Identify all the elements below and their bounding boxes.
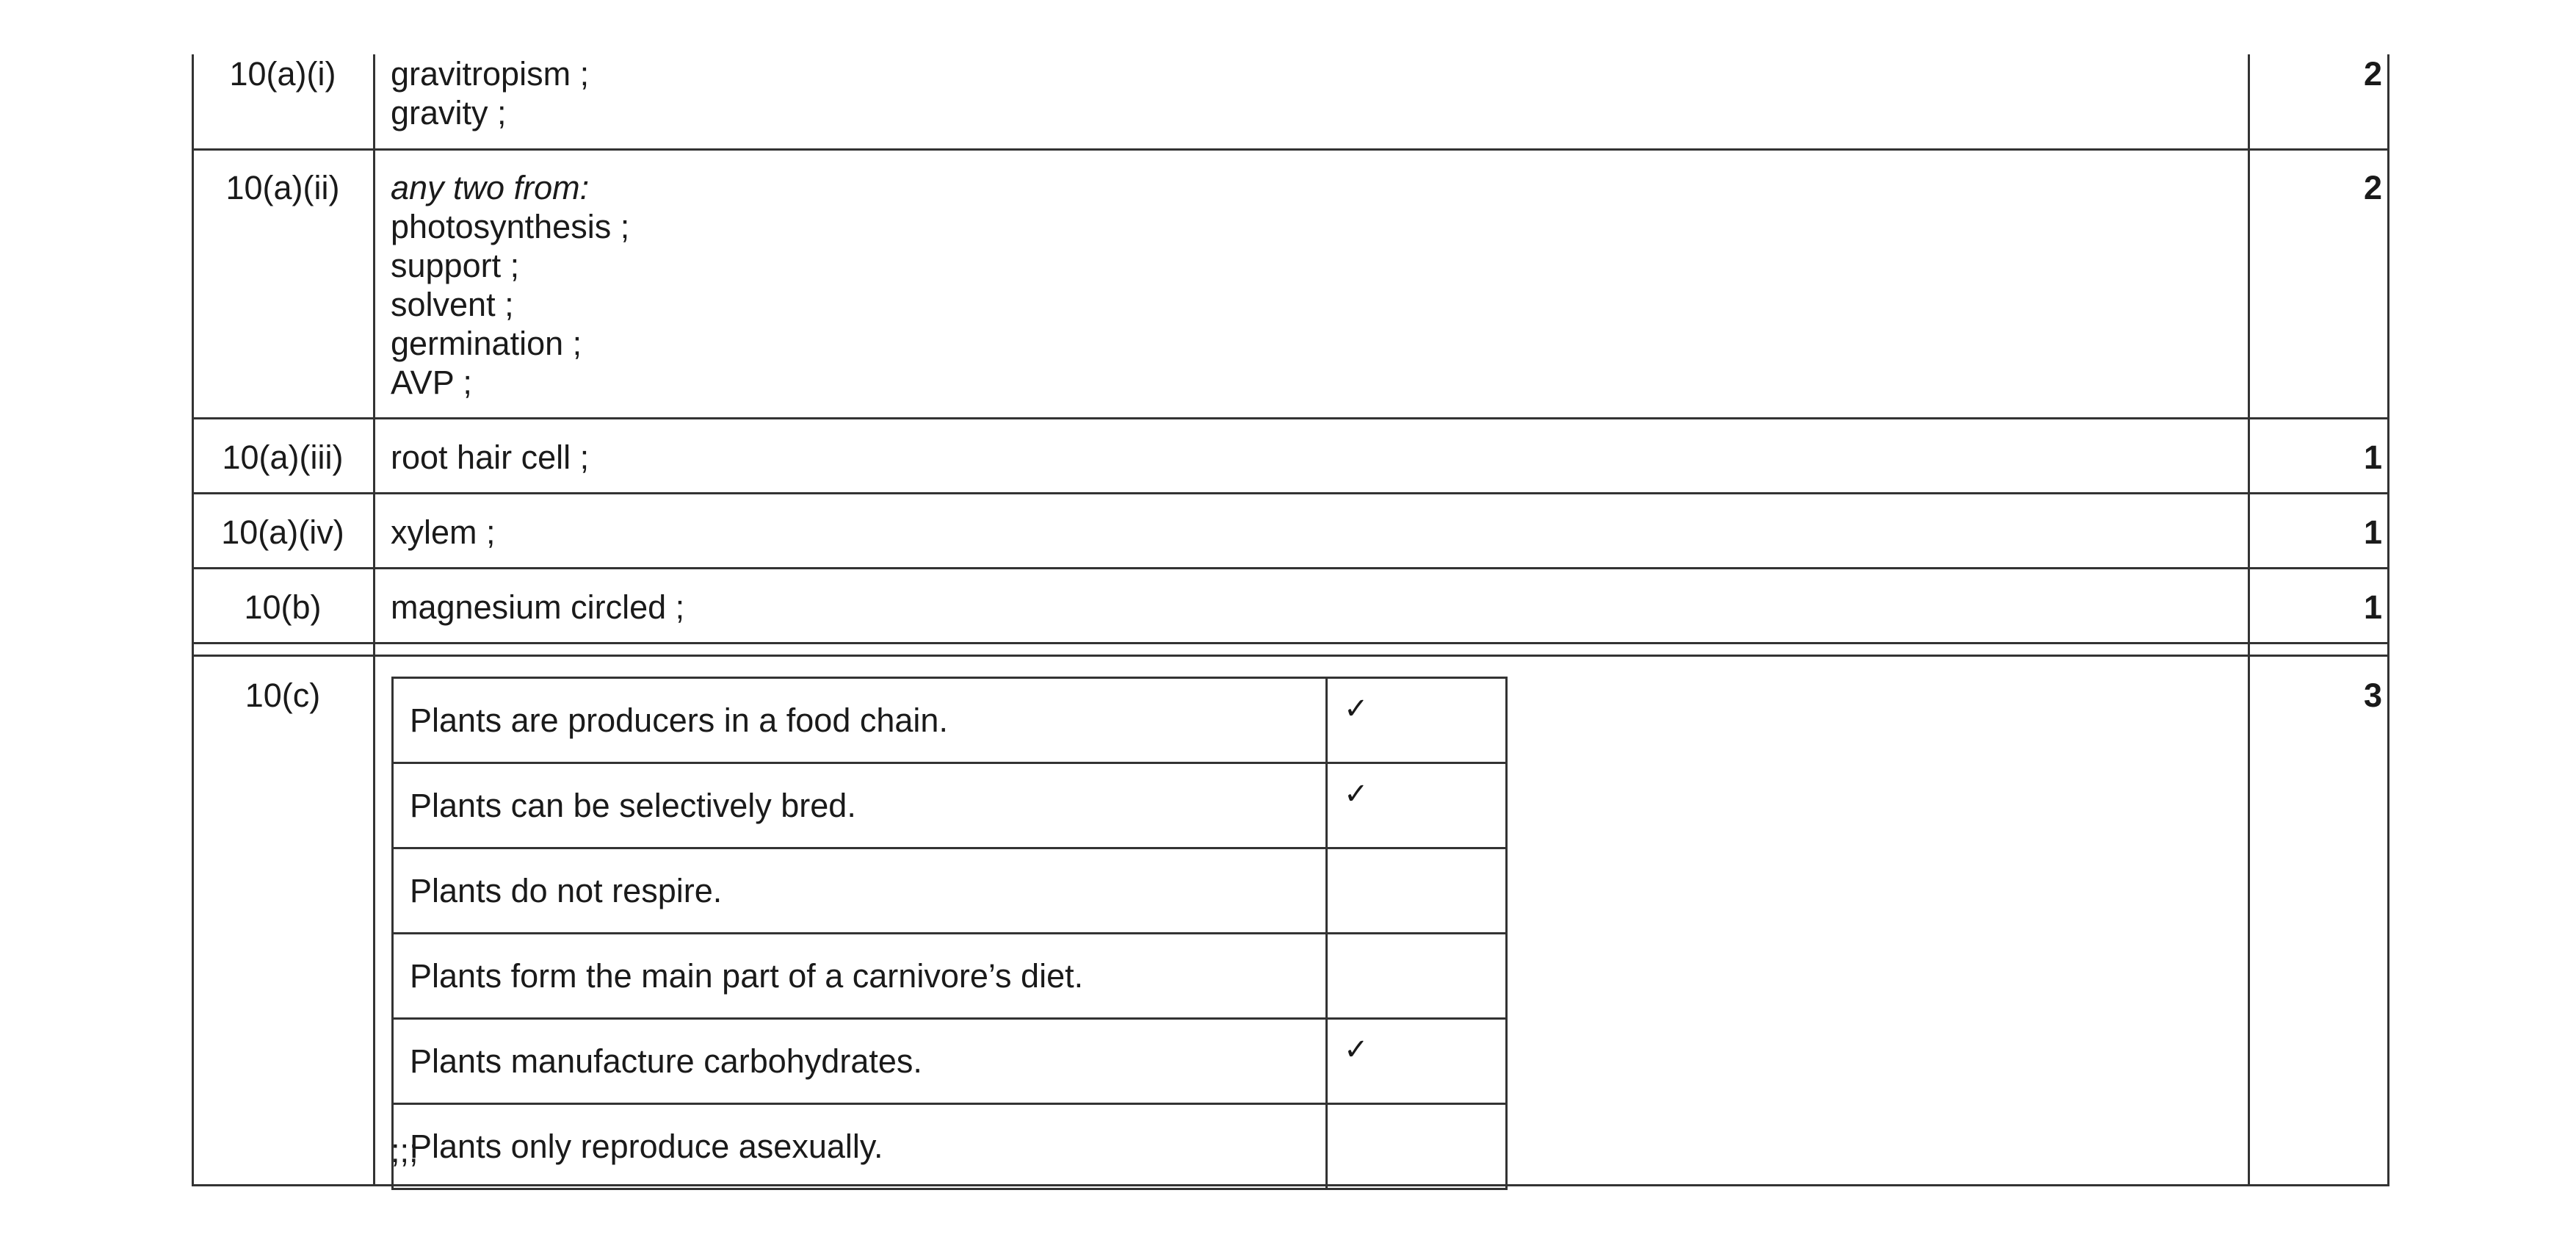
answer-line: photosynthesis ; (391, 208, 630, 245)
question-number: 10(a)(ii) (225, 169, 340, 206)
question-number: 10(a)(i) (229, 55, 336, 93)
statement-text: Plants do not respire. (393, 848, 1327, 934)
statement-row (393, 763, 1507, 848)
table-border-right (2387, 54, 2389, 1186)
marks-value: 3 (2363, 677, 2382, 714)
marks-value: 1 (2363, 439, 2382, 476)
answer-intro: any two from: (391, 169, 590, 206)
question-number: 10(a)(iv) (221, 513, 344, 551)
marks-value: 2 (2363, 169, 2382, 206)
statement-row (393, 678, 1507, 763)
statement-row (393, 848, 1507, 934)
row-divider (192, 148, 2389, 151)
statement-tick-table (391, 677, 1508, 1190)
statement-text: Plants only reproduce asexually. (393, 1104, 1327, 1189)
statement-text: Plants can be selectively bred. (393, 763, 1327, 848)
row-divider (192, 417, 2389, 419)
statement-row (393, 1104, 1507, 1189)
row-divider (192, 567, 2389, 569)
question-number: 10(a)(iii) (222, 439, 344, 476)
answer-line: xylem ; (391, 513, 496, 551)
tick-cell: ✓ (1327, 763, 1507, 848)
answer-line: gravitropism ; (391, 55, 590, 93)
statement-text: Plants manufacture carbohydrates. (393, 1019, 1327, 1104)
column-divider-answer (373, 54, 375, 1186)
row-divider (192, 655, 2389, 657)
tick-cell: ✓ (1327, 678, 1507, 763)
row-divider (192, 492, 2389, 494)
question-number: 10(c) (245, 677, 321, 714)
tick-cell: ✓ (1327, 1019, 1507, 1104)
statement-text: Plants are producers in a food chain. (393, 678, 1327, 763)
marks-value: 1 (2363, 588, 2382, 626)
answer-line: gravity ; (391, 94, 507, 131)
answer-line: support ; (391, 247, 520, 284)
marks-value: 1 (2363, 513, 2382, 551)
answer-line: AVP ; (391, 364, 472, 401)
mark-points-footer: ;;; (391, 1132, 419, 1169)
tick-cell (1327, 934, 1507, 1019)
answer-line: root hair cell ; (391, 439, 590, 476)
answer-line: magnesium circled ; (391, 588, 685, 626)
statement-row (393, 934, 1507, 1019)
row-divider (192, 642, 2389, 644)
answer-line: solvent ; (391, 286, 514, 323)
marks-value: 2 (2363, 55, 2382, 93)
statement-text: Plants form the main part of a carnivore’s diet. (393, 934, 1327, 1019)
statement-row (393, 1019, 1507, 1104)
answer-line: germination ; (391, 325, 582, 362)
question-number: 10(b) (244, 588, 322, 626)
tick-cell (1327, 1104, 1507, 1189)
tick-cell (1327, 848, 1507, 934)
